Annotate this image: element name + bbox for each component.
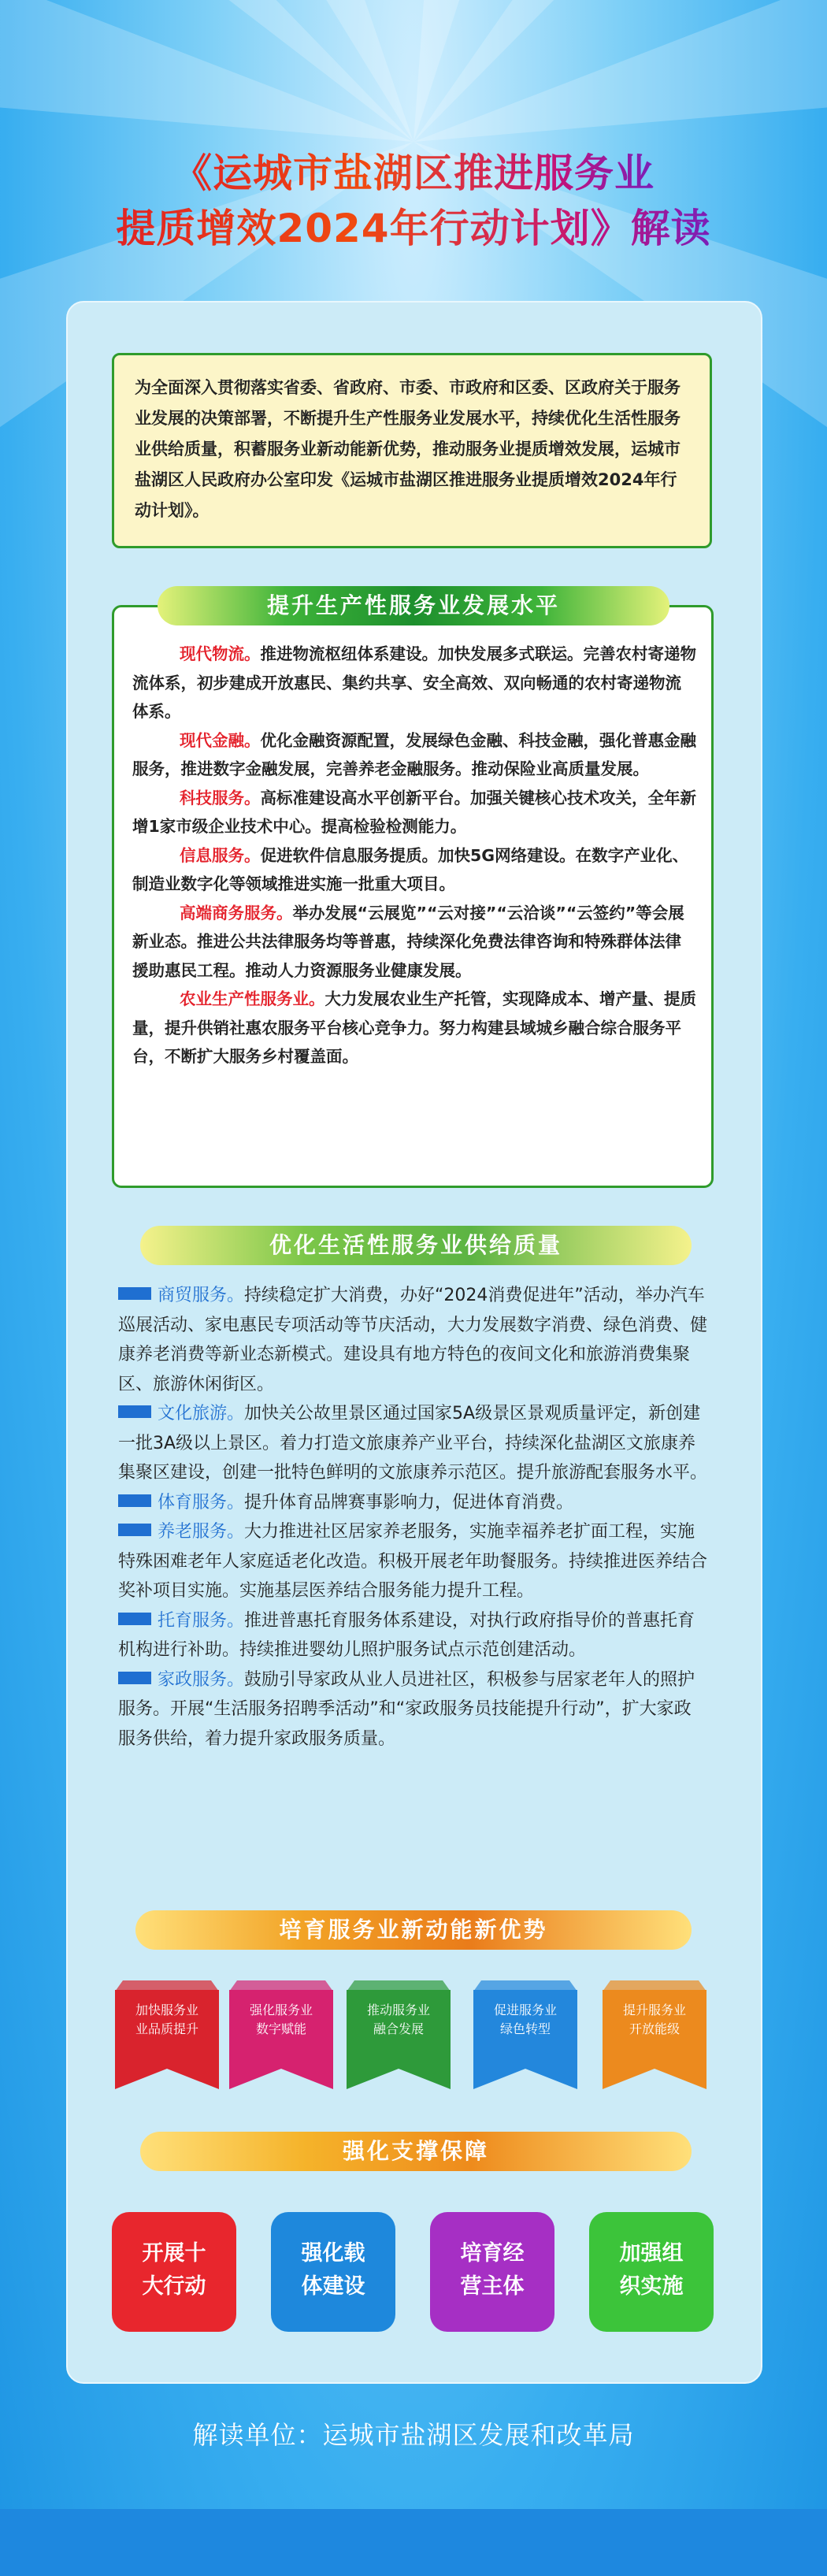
section2-item-text: 提升体育品牌赛事影响力，促进体育消费。: [244, 1492, 574, 1513]
section2-item: [118, 1281, 707, 1399]
bullet-bar-icon: [118, 1613, 151, 1625]
section2-item: [118, 1606, 707, 1665]
section1-item-text: 推进物流枢纽体系建设。加快发展多式联运。完善农村寄递物流体系，初步建成开放惠民、集约共享、安全高效、双向畅通的农村寄递物流体系。: [132, 644, 696, 721]
ribbon-label: 促进服务业 绿色转型: [493, 2003, 557, 2036]
section2-item-text: 持续稳定扩大消费，办好“2024消费促进年”活动，举办汽车巡展活动、家电惠民专项活动等节庆活动，大力发展数字消费、绿色消费、健康养老消费等新业态新模式。建设具有地方特色的夜间文化和旅游消费集聚区、旅游休闲街区。: [118, 1286, 708, 1394]
section1-item: [132, 899, 696, 985]
bottom-bar: [0, 2509, 827, 2576]
ribbon-badge: [115, 1980, 219, 2091]
section1-item-label: 现代金融。: [180, 730, 261, 750]
section1-item: [132, 784, 696, 841]
ribbon-badge: [229, 1980, 333, 2091]
bullet-bar-icon: [118, 1405, 151, 1418]
intro-text: 为全面深入贯彻落实省委、省政府、市委、市政府和区委、区政府关于服务业发展的决策部署，不断提升生产性服务业发展水平，持续优化生活性服务业供给质量，积蓄服务业新动能新优势，推动服务业提质增效发展，运城市盐湖区人民政府办公室印发《运城市盐湖区推进服务业提质增效2024年行动计划》。: [112, 353, 712, 548]
section1-item-label: 科技服务。: [180, 788, 261, 807]
section1-item-text: 优化金融资源配置，发展绿色金融、科技金融，强化普惠金融服务，推进数字金融发展，完善养老金融服务。推动保险业高质量发展。: [132, 730, 696, 778]
ribbon-label: 推动服务业 融合发展: [366, 2003, 430, 2036]
section1-item: [132, 841, 696, 899]
section1-title: 提升生产性服务业发展水平: [158, 586, 669, 625]
section2-item: [118, 1488, 707, 1518]
section1-item: [132, 640, 696, 726]
section2-item-label: 文化旅游。: [158, 1404, 245, 1423]
support-card-label: 加强组 织实施: [619, 2241, 684, 2299]
section1-item: [132, 726, 696, 784]
section2-item-text: 加快关公故里景区通过国家5A级景区景观质量评定，新创建一批3A级以上景区。着力打造文旅康养产业平台，持续深化盐湖区文旅康养集聚区建设，创建一批特色鲜明的文旅康养示范区。提升旅游配套服务水平。: [118, 1404, 708, 1483]
ribbon-badge: [603, 1980, 706, 2091]
bullet-bar-icon: [118, 1672, 151, 1684]
bullet-bar-icon: [118, 1494, 151, 1507]
page-title-line2: 提质增效2024年行动计划》解读: [116, 206, 711, 251]
page-title-line1: 《运城市盐湖区推进服务业: [172, 150, 655, 196]
support-card: [430, 2212, 554, 2332]
support-card-label: 强化载 体建设: [301, 2241, 365, 2299]
section1-item: [132, 985, 696, 1071]
section2-item: [118, 1517, 707, 1606]
section1-item-text: 大力发展农业生产托管，实现降成本、增产量、提质量，提升供销社惠农服务平台核心竞争力。努力构建县域城乡融合综合服务平台，不断扩大服务乡村覆盖面。: [132, 989, 696, 1066]
section2-item-label: 家政服务。: [158, 1669, 245, 1690]
ribbon-label: 提升服务业 开放能级: [622, 2003, 686, 2036]
section1-item-text: 举办发展“云展览”“云对接”“云洽谈”“云签约”等会展新业态。推进公共法律服务均等普惠，持续深化免费法律咨询和特殊群体法律援助惠民工程。推动人力资源服务业健康发展。: [132, 903, 684, 980]
support-card: [271, 2212, 395, 2332]
section1-item-label: 信息服务。: [180, 845, 261, 865]
support-card-label: 培育经 营主体: [460, 2241, 525, 2299]
section1-item-text: 促进软件信息服务提质。加快5G网络建设。在数字产业化、制造业数字化等领域推进实施一批重大项目。: [132, 845, 689, 893]
footer-text: 解读单位：运城市盐湖区发展和改革局: [192, 2420, 635, 2450]
section1-item-label: 农业生产性服务业。: [180, 989, 325, 1008]
support-card: [589, 2212, 714, 2332]
section2-item-label: 体育服务。: [158, 1492, 245, 1513]
section1-content: [132, 640, 696, 1071]
section2-item-text: 大力推进社区居家养老服务，实施幸福养老扩面工程，实施特殊困难老年人家庭适老化改造。积极开展老年助餐服务。持续推进医养结合奖补项目实施。实施基层医养结合服务能力提升工程。: [118, 1522, 708, 1601]
section2-content: [118, 1281, 707, 1754]
ribbon-label: 强化服务业 数字赋能: [249, 2003, 313, 2036]
section2-item-text: 推进普惠托育服务体系建设，对执行政府指导价的普惠托育机构进行补助。持续推进婴幼儿照护服务试点示范创建活动。: [118, 1610, 695, 1660]
bullet-bar-icon: [118, 1524, 151, 1536]
section3-title: 培育服务业新动能新优势: [135, 1910, 692, 1950]
section2-item-label: 商贸服务。: [158, 1286, 245, 1305]
section2-title: 优化生活性服务业供给质量: [140, 1226, 692, 1265]
section2-item: [118, 1399, 707, 1488]
ribbon-badge: [347, 1980, 451, 2091]
support-card: [112, 2212, 236, 2332]
bullet-bar-icon: [118, 1287, 151, 1300]
section4-title: 强化支撑保障: [140, 2132, 692, 2171]
ribbon-badge: [473, 1980, 577, 2091]
section1-item-text: 高标准建设高水平创新平台。加强关键核心技术攻关，全年新增1家市级企业技术中心。提高检验检测能力。: [132, 788, 696, 836]
section2-item-text: 鼓励引导家政从业人员进社区，积极参与居家老年人的照护服务。开展“生活服务招聘季活动”和“家政服务员技能提升行动”，扩大家政服务供给，着力提升家政服务质量。: [118, 1669, 695, 1749]
section1-item-label: 现代物流。: [180, 644, 261, 663]
section2-item-label: 托育服务。: [158, 1610, 245, 1631]
section2-item: [118, 1665, 707, 1754]
section2-item-label: 养老服务。: [158, 1522, 245, 1542]
section1-item-label: 高端商务服务。: [180, 903, 293, 922]
ribbon-label: 加快服务业 业品质提升: [135, 2003, 198, 2036]
support-card-label: 开展十 大行动: [142, 2241, 206, 2299]
